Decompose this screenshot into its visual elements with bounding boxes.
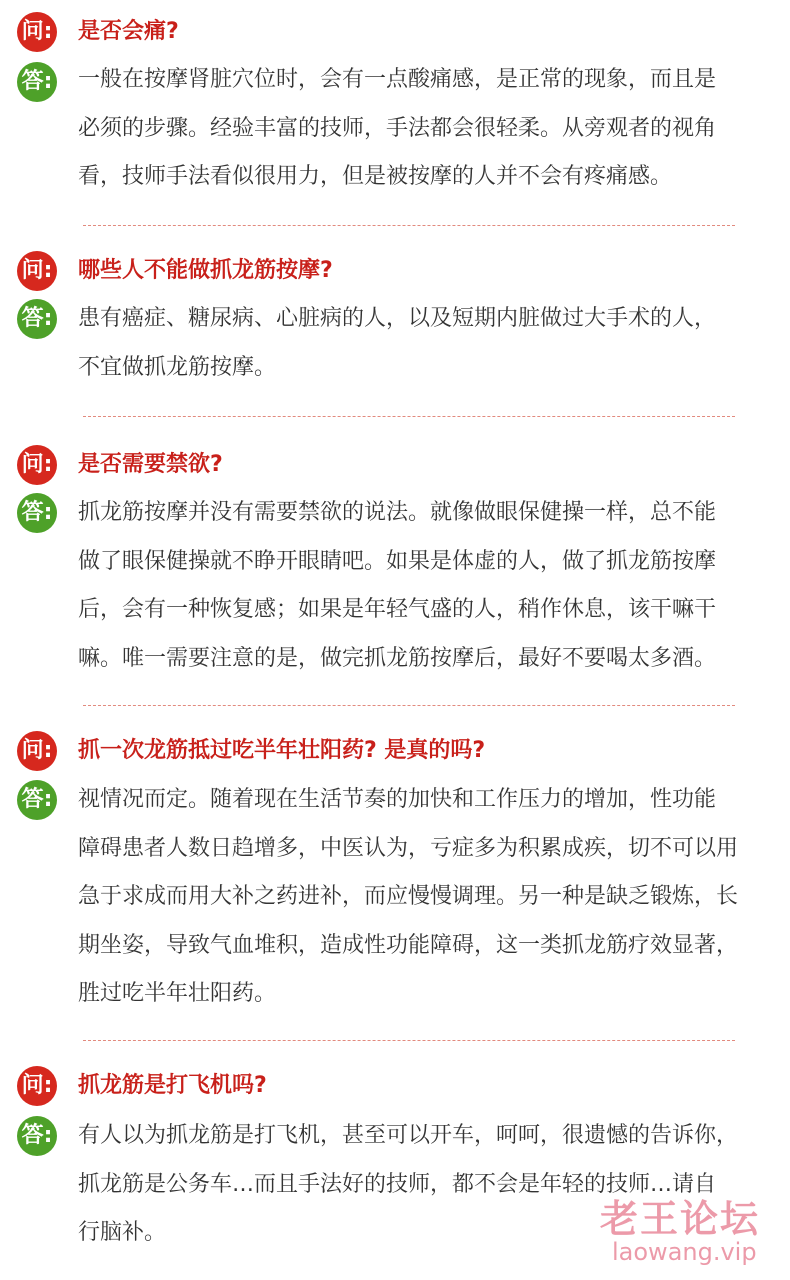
question-badge: 问:	[17, 1066, 57, 1106]
question-text: 是否需要禁欲?	[78, 452, 223, 477]
answer-line: 一般在按摩肾脏穴位时，会有一点酸痛感，是正常的现象，而且是	[78, 67, 717, 92]
answer-text	[78, 295, 768, 392]
answer-line: 抓龙筋是公务车…而且手法好的技师，都不会是年轻的技师…请自	[78, 1171, 717, 1197]
question-badge: 问:	[17, 731, 57, 771]
question-text: 是否会痛?	[78, 19, 179, 44]
answer-line: 嘛。唯一需要注意的是，做完抓龙筋按摩后，最好不要喝太多酒。	[78, 645, 717, 671]
answer-line: 行脑补。	[78, 1220, 167, 1245]
answer-line: 有人以为抓龙筋是打飞机，甚至可以开车，呵呵，很遗憾的告诉你，	[78, 1123, 739, 1148]
dashed-divider	[83, 225, 735, 226]
answer-line: 急于求成而用大补之药进补，而应慢慢调理。另一种是缺乏锻炼，长	[78, 884, 739, 909]
question-badge: 问:	[17, 251, 57, 291]
watermark-url: laowang.vip	[612, 1238, 757, 1266]
question-badge: 问:	[17, 445, 57, 485]
answer-line: 必须的步骤。经验丰富的技师，手法都会很轻柔。从旁观者的视角	[78, 115, 717, 141]
answer-line: 障碍患者人数日趋增多，中医认为，亏症多为积累成疾，切不可以用	[78, 835, 739, 861]
answer-badge: 答:	[17, 299, 57, 339]
answer-line: 期坐姿，导致气血堆积，造成性功能障碍，这一类抓龙筋疗效显著，	[78, 932, 739, 958]
answer-line: 后，会有一种恢复感；如果是年轻气盛的人，稍作休息，该干嘛干	[78, 597, 717, 622]
question-text: 抓龙筋是打飞机吗?	[78, 1073, 267, 1098]
watermark-logo-text: 老王论坛	[600, 1197, 761, 1241]
answer-badge: 答:	[17, 780, 57, 820]
dashed-divider	[83, 416, 735, 417]
answer-line: 胜过吃半年壮阳药。	[78, 981, 277, 1006]
answer-text	[78, 489, 768, 683]
answer-line: 看，技师手法看似很用力，但是被按摩的人并不会有疼痛感。	[78, 164, 673, 189]
question-text: 哪些人不能做抓龙筋按摩?	[78, 258, 333, 283]
answer-line: 抓龙筋按摩并没有需要禁欲的说法。就像做眼保健操一样，总不能	[78, 500, 717, 525]
answer-badge: 答:	[17, 493, 57, 533]
answer-badge: 答:	[17, 62, 57, 102]
answer-line: 患有癌症、糖尿病、心脏病的人，以及短期内脏做过大手术的人，	[78, 306, 717, 331]
answer-line: 做了眼保健操就不睁开眼睛吧。如果是体虚的人，做了抓龙筋按摩	[78, 548, 717, 574]
answer-badge: 答:	[17, 1116, 57, 1156]
answer-text	[78, 56, 768, 202]
answer-text	[78, 776, 768, 1019]
question-badge: 问:	[17, 12, 57, 52]
dashed-divider	[83, 705, 735, 706]
answer-line: 不宜做抓龙筋按摩。	[78, 354, 277, 380]
question-text: 抓一次龙筋抵过吃半年壮阳药? 是真的吗?	[78, 738, 486, 763]
answer-line: 视情况而定。随着现在生活节奏的加快和工作压力的增加，性功能	[78, 787, 717, 812]
dashed-divider	[83, 1040, 735, 1041]
